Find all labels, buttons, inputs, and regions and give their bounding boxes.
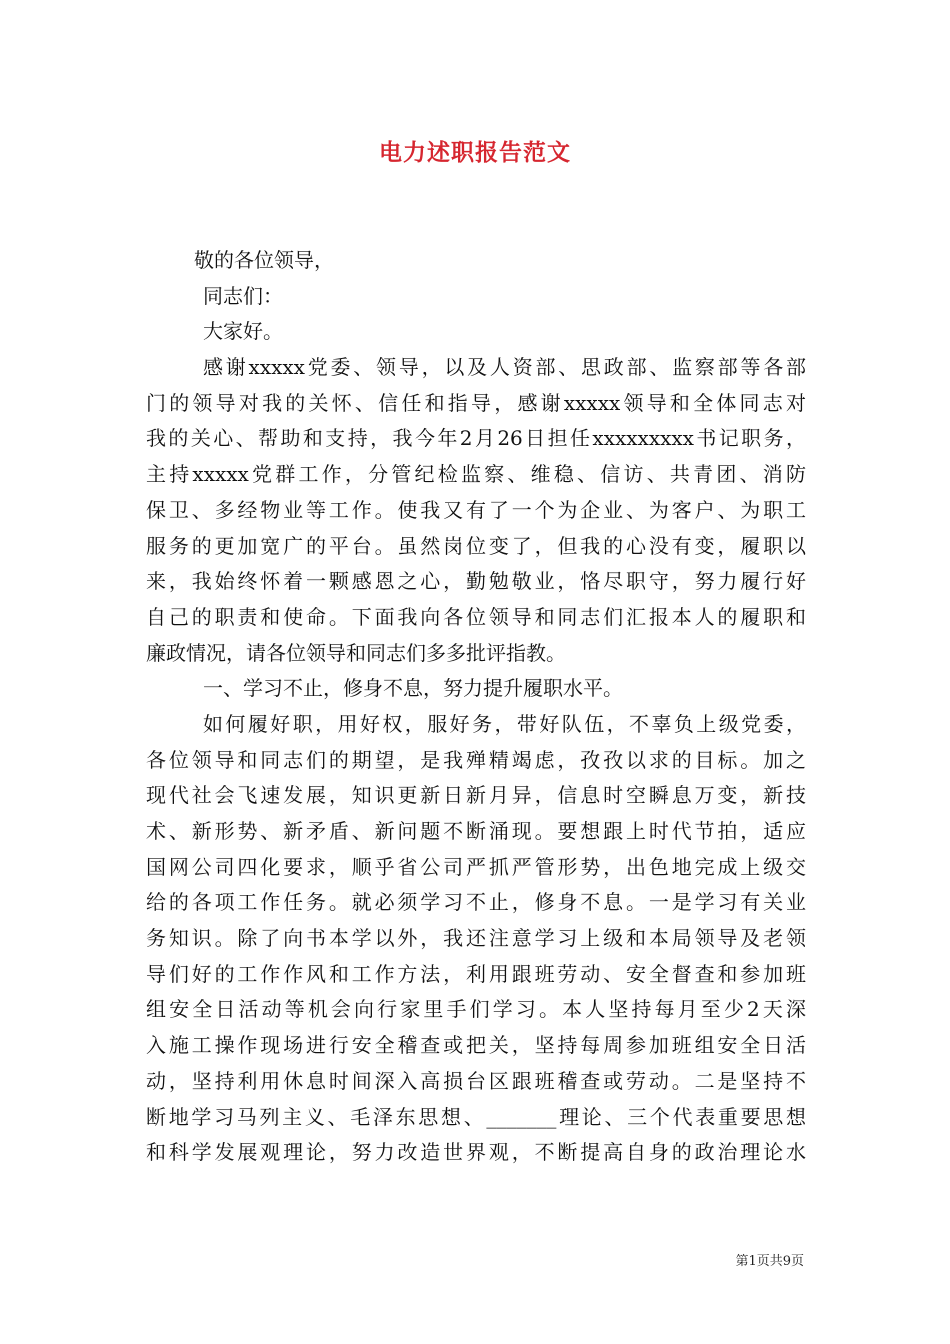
- greeting-line: 敬的各位领导，: [194, 248, 334, 272]
- text-line: 自己的职责和使命。下面我向各位领导和同志们汇报本人的履职和: [146, 604, 806, 629]
- text-line: 务知识。除了向书本学以外，我还注意学习上级和本局领导及老领: [146, 926, 806, 951]
- text-line: 廉政情况，请各位领导和同志们多多批评指教。: [146, 640, 566, 665]
- text-line: 现代社会飞速发展，知识更新日新月异，信息时空瞬息万变，新技: [146, 783, 806, 808]
- text-line: 感谢xxxxx党委、领导，以及人资部、思政部、监察部等各部: [203, 355, 806, 380]
- text-line: 各位领导和同志们的期望，是我殚精竭虑，孜孜以求的目标。加之: [146, 747, 806, 772]
- text-line: 术、新形势、新矛盾、新问题不断涌现。要想跟上时代节拍，适应: [146, 819, 806, 843]
- document-body: [146, 243, 806, 1171]
- text-line: 门的领导对我的关怀、信任和指导，感谢xxxxx领导和全体同志对: [146, 390, 806, 415]
- text-line: 服务的更加宽广的平台。虽然岗位变了，但我的心没有变，履职以: [146, 533, 806, 558]
- text-line: 如何履好职，用好权，服好务，带好队伍，不辜负上级党委，: [203, 711, 806, 736]
- text-line: 给的各项工作任务。就必须学习不止，修身不息。一是学习有关业: [146, 890, 806, 915]
- text-line: 组安全日活动等机会向行家里手们学习。本人坚持每月至少2天深: [146, 997, 806, 1022]
- text-line: 保卫、多经物业等工作。使我又有了一个为企业、为客户、为职工: [146, 497, 806, 522]
- text-line: 断地学习马列主义、毛泽东思想、_______理论、三个代表重要思想: [146, 1104, 806, 1129]
- text-line: 入施工操作现场进行安全稽查或把关，坚持每周参加班组安全日活: [146, 1033, 806, 1058]
- section-heading: [146, 671, 806, 707]
- text-line: 一、学习不止，修身不息，努力提升履职水平。: [203, 676, 623, 701]
- text-line: 来，我始终怀着一颗感恩之心，勤勉敬业，恪尽职守，努力履行好: [146, 569, 806, 594]
- document-title: 电力述职报告范文: [379, 139, 571, 166]
- text-line: 动，坚持利用休息时间深入高损台区跟班稽查或劳动。二是坚持不: [146, 1068, 806, 1093]
- page-number: 第1页共9页: [735, 1254, 804, 1269]
- text-line: 导们好的工作作风和工作方法，利用跟班劳动、安全督查和参加班: [146, 961, 806, 986]
- text-line: 和科学发展观理论，努力改造世界观，不断提高自身的政治理论水: [146, 1140, 806, 1165]
- text-line: 主持xxxxx党群工作，分管纪检监察、维稳、信访、共青团、消防: [146, 462, 806, 487]
- paragraph-thanks: [146, 350, 806, 671]
- greeting-line: 同志们：: [203, 283, 283, 308]
- text-line: 国网公司四化要求，顺乎省公司严抓严管形势，出色地完成上级交: [146, 854, 806, 879]
- greeting-line: 大家好。: [203, 319, 283, 344]
- paragraph-study: [146, 707, 806, 1171]
- text-line: 我的关心、帮助和支持，我今年2月26日担任xxxxxxxxx书记职务，: [146, 426, 806, 451]
